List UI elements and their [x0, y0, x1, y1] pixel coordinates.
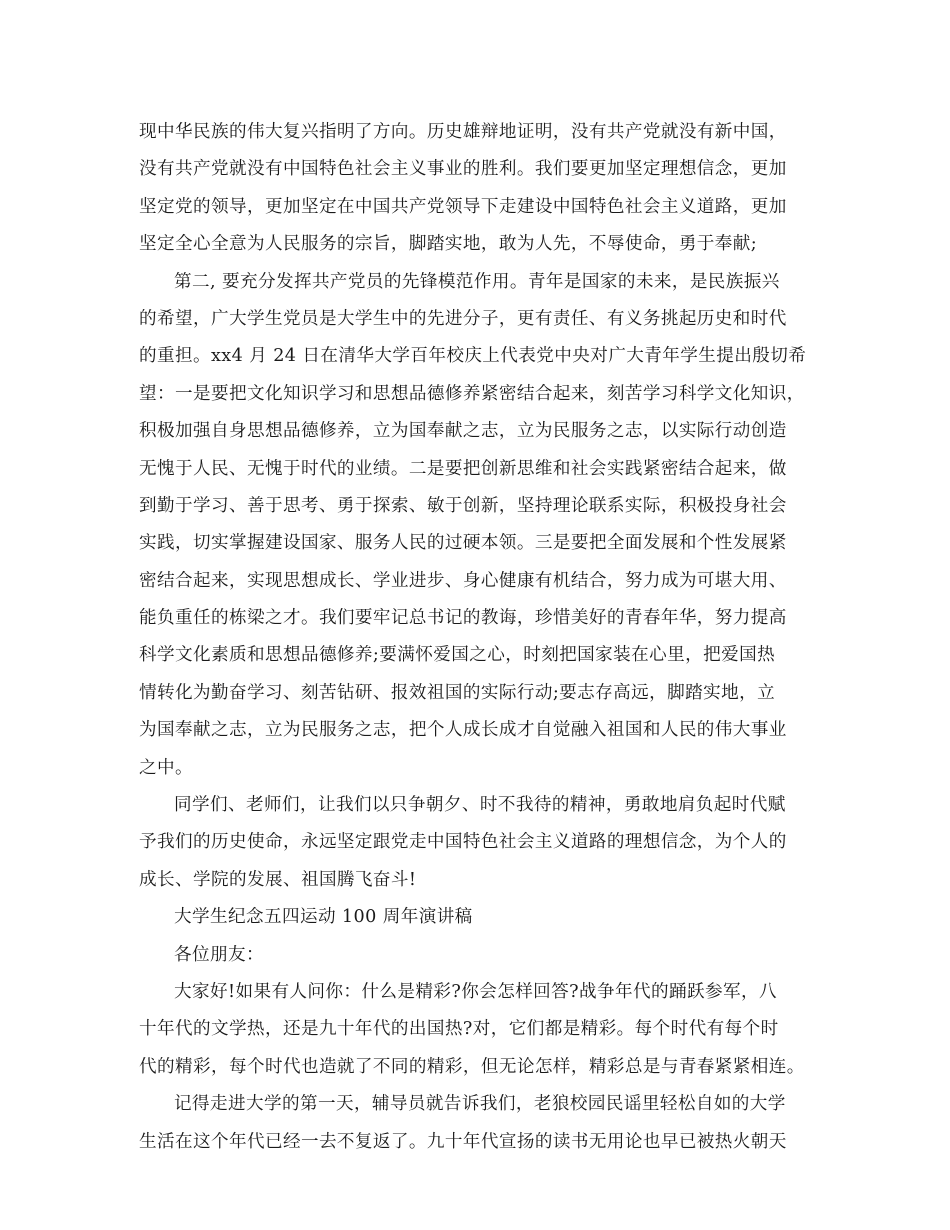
text-line: 密结合起来，实现思想成长、学业进步、身心健康有机结合，努力成为可堪大用、 — [139, 570, 787, 591]
text-line: 到勤于学习、善于思考、勇于探索、敏于创新，坚持理论联系实际，积极投身社会 — [139, 495, 787, 516]
text-line: 十年代的文学热，还是九十年代的出国热?对，它们都是精彩。每个时代有每个时 — [139, 1019, 779, 1040]
document-body — [139, 114, 829, 1161]
text-line: 的希望，广大学生党员是大学生中的先进分子，更有责任、有义务挑起历史和时代 — [139, 308, 787, 329]
paragraph-first-line: 第二, 要充分发挥共产党员的先锋模范作用。青年是国家的未来，是民族振兴 — [174, 271, 780, 292]
text-line: 的重担。xx4 月 24 日在清华大学百年校庆上代表党中央对广大青年学生提出殷切希 — [139, 346, 807, 367]
paragraph-first-line: 记得走进大学的第一天，辅导员就告诉我们，老狼校园民谣里轻松自如的大学 — [174, 1094, 786, 1115]
text-line: 坚定党的领导，更加坚定在中国共产党领导下走建设中国特色社会主义道路，更加 — [139, 196, 787, 217]
text-line: 没有共产党就没有中国特色社会主义事业的胜利。我们要更加坚定理想信念，更加 — [139, 159, 787, 180]
paragraph-first-line: 大学生纪念五四运动 100 周年演讲稿 — [174, 907, 473, 928]
text-line: 代的精彩，每个时代也造就了不同的精彩，但无论怎样，精彩总是与青春紧紧相连。 — [139, 1056, 805, 1077]
text-line: 无愧于人民、无愧于时代的业绩。二是要把创新思维和社会实践紧密结合起来，做 — [139, 458, 787, 479]
text-line: 科学文化素质和思想品德修养;要满怀爱国之心，时刻把国家装在心里，把爱国热 — [139, 645, 776, 666]
paragraph-first-line: 同学们、老师们，让我们以只争朝夕、时不我待的精神，勇敢地肩负起时代赋 — [174, 795, 786, 816]
paragraph-first-line: 大家好!如果有人问你：什么是精彩?你会怎样回答?战争年代的踊跃参军，八 — [174, 981, 777, 1002]
text-line: 予我们的历史使命，永远坚定跟党走中国特色社会主义道路的理想信念，为个人的 — [139, 832, 787, 853]
text-line: 情转化为勤奋学习、刻苦钻研、报效祖国的实际行动;要志存高远，脚踏实地，立 — [139, 682, 776, 703]
text-line: 之中。 — [139, 757, 193, 778]
text-line: 成长、学院的发展、祖国腾飞奋斗! — [139, 869, 417, 890]
text-line: 为国奉献之志，立为民服务之志，把个人成长成才自觉融入祖国和人民的伟大事业 — [139, 720, 787, 741]
text-line: 能负重任的栋梁之才。我们要牢记总书记的教诲，珍惜美好的青春年华，努力提高 — [139, 608, 787, 629]
text-line: 望：一是要把文化知识学习和思想品德修养紧密结合起来，刻苦学习科学文化知识， — [139, 383, 805, 404]
text-line: 现中华民族的伟大复兴指明了方向。历史雄辩地证明，没有共产党就没有新中国， — [139, 122, 787, 142]
text-line: 积极加强自身思想品德修养，立为国奉献之志，立为民服务之志，以实际行动创造 — [139, 421, 787, 442]
text-line: 生活在这个年代已经一去不复返了。九十年代宣扬的读书无用论也早已被热火朝天 — [139, 1131, 787, 1152]
paragraph-first-line: 各位朋友： — [174, 944, 264, 965]
text-line: 坚定全心全意为人民服务的宗旨，脚踏实地，敢为人先，不辱使命，勇于奉献; — [139, 234, 758, 255]
text-line: 实践，切实掌握建设国家、服务人民的过硬本领。三是要把全面发展和个性发展紧 — [139, 533, 787, 554]
